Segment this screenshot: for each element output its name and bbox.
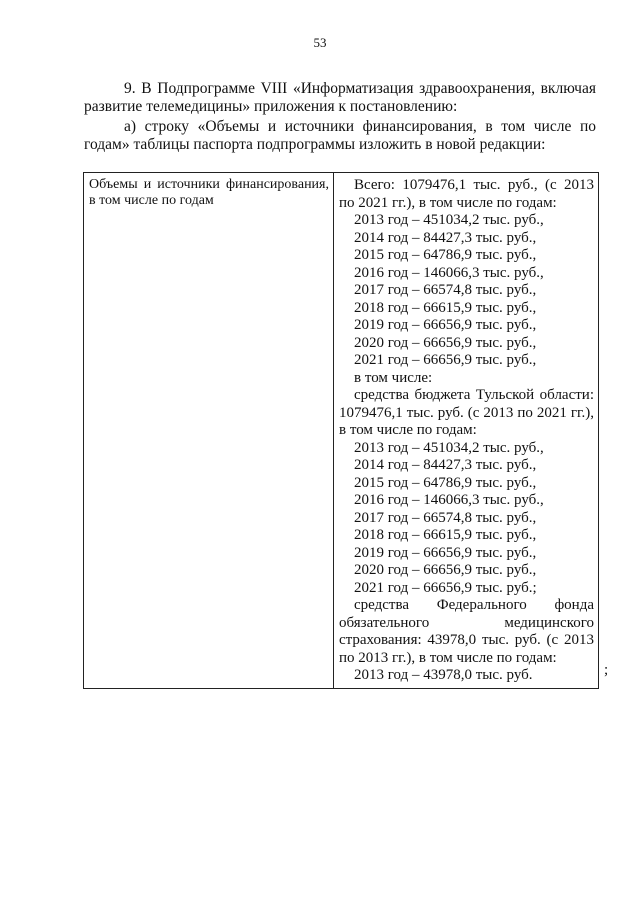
passport-table [83,172,599,689]
total-funding-text: Всего: 1079476,1 тыс. руб., (с 2013 по 2021 гг.), в том числе по годам: [339,177,594,211]
paragraph-item-9: 9. В Подпрограмме VIII «Информатизация здравоохранения, включая развитие телемедицины» приложения к постановлению: [84,80,596,115]
total-year-2018: 2018 год – 66615,9 тыс. руб., [354,299,537,316]
total-year-2016: 2016 год – 146066,3 тыс. руб., [354,264,544,281]
regional-year-2015: 2015 год – 64786,9 тыс. руб., [354,474,537,491]
federal-year-2013: 2013 год – 43978,0 тыс. руб. [354,667,533,683]
regional-year-2017: 2017 год – 66574,8 тыс. руб., [354,509,537,526]
funding-values-cell [334,173,599,689]
regional-budget-text: средства бюджета Тульской области: 1079476,1 тыс. руб. (с 2013 по 2021 гг.), в том числе по годам: [339,387,594,438]
regional-year-2018: 2018 год – 66615,9 тыс. руб., [354,527,537,543]
total-year-2020: 2020 год – 66656,9 тыс. руб., [354,334,537,351]
funding-label-cell: Объемы и источники финансирования, в том числе по годам [84,173,334,689]
regional-year-2021: 2021 год – 66656,9 тыс. руб.; [354,579,537,596]
trailing-semicolon: ; [604,662,609,678]
total-year-2017: 2017 год – 66574,8 тыс. руб., [354,282,537,298]
table-row [84,173,599,689]
total-year-2019: 2019 год – 66656,9 тыс. руб., [354,317,537,333]
regional-year-2019: 2019 год – 66656,9 тыс. руб., [354,544,537,561]
total-year-2015: 2015 год – 64786,9 тыс. руб., [354,247,537,263]
page-number: 53 [313,35,327,50]
regional-year-2020: 2020 год – 66656,9 тыс. руб., [354,562,537,578]
federal-fund-text: средства Федерального фонда обязательного медицинского страхования: 43978,0 тыс. руб. (с 2013 по 2013 гг.), в том числе по годам: [339,597,594,666]
regional-year-2013: 2013 год – 451034,2 тыс. руб., [354,439,544,456]
regional-year-2014: 2014 год – 84427,3 тыс. руб., [354,457,537,473]
regional-year-2016: 2016 год – 146066,3 тыс. руб., [354,492,544,508]
total-year-2013: 2013 год – 451034,2 тыс. руб., [354,212,544,228]
paragraph-subitem-a: а) строку «Объемы и источники финансирования, в том числе по годам» таблицы паспорта подпрограммы изложить в новой редакции: [84,118,596,153]
including-label: в том числе: [354,369,433,386]
total-year-2014: 2014 год – 84427,3 тыс. руб., [354,229,537,246]
total-year-2021: 2021 год – 66656,9 тыс. руб., [354,352,537,368]
